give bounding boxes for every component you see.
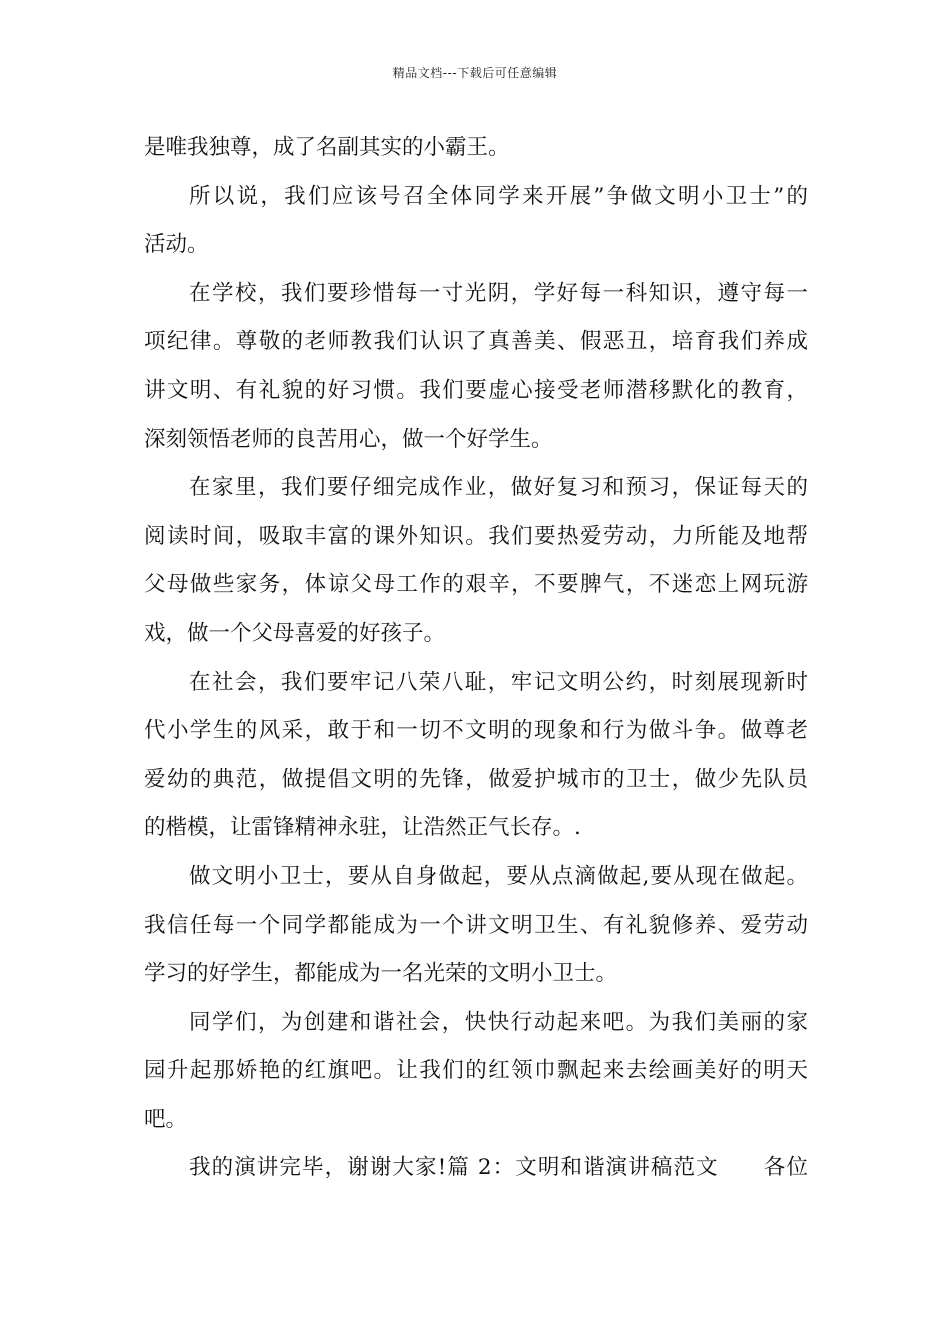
text-line: 在家里，我们要仔细完成作业，做好复习和预习，保证每天的 [189, 475, 808, 501]
text-line: 代小学生的风采，敢于和一切不文明的现象和行为做斗争。做尊老 [144, 718, 808, 744]
text-line: 项纪律。尊敬的老师教我们认识了真善美、假恶丑，培育我们养成 [144, 329, 808, 355]
text-line: 父母做些家务，体谅父母工作的艰辛，不要脾气，不迷恋上网玩游 [144, 572, 808, 598]
text-line: 活动。 [144, 232, 209, 258]
text-line: 爱幼的典范，做提倡文明的先锋，做爱护城市的卫士，做少先队员 [144, 766, 808, 792]
text-line: 学习的好学生，都能成为一名光荣的文明小卫士。 [144, 961, 618, 987]
text-line: 同学们，为创建和谐社会，快快行动起来吧。为我们美丽的家 [189, 1009, 808, 1035]
page-header: 精品文档---下载后可任意编辑 [392, 66, 558, 80]
text-line: 在社会，我们要牢记八荣八耻，牢记文明公约，时刻展现新时 [189, 669, 808, 695]
text-line: 是唯我独尊，成了名副其实的小霸王。 [144, 135, 510, 160]
text-line: 阅读时间，吸取丰富的课外知识。我们要热爱劳动，力所能及地帮 [144, 523, 808, 549]
text-line: 吧。 [144, 1106, 188, 1132]
text-line: 我信任每一个同学都能成为一个讲文明卫生、有礼貌修养、爱劳动 [144, 912, 808, 938]
text-line: 我的演讲完毕，谢谢大家!篇 2：文明和谐演讲稿范文 各位 [189, 1155, 808, 1181]
text-line: 深刻领悟老师的良苦用心，做一个好学生。 [144, 426, 553, 452]
text-line: 戏，做一个父母喜爱的好孩子。 [144, 620, 446, 646]
text-line: 做文明小卫士，要从自身做起，要从点滴做起,要从现在做起。 [189, 863, 808, 889]
text-line: 在学校，我们要珍惜每一寸光阴，学好每一科知识，遵守每一 [189, 280, 808, 306]
text-line: 讲文明、有礼貌的好习惯。我们要虚心接受老师潜移默化的教育， [144, 377, 808, 403]
text-line: 园升起那娇艳的红旗吧。让我们的红领巾飘起来去绘画美好的明天 [144, 1058, 808, 1084]
text-line: 的楷模，让雷锋精神永驻，让浩然正气长存。. [144, 815, 581, 841]
text-line: 所以说，我们应该号召全体同学来开展”争做文明小卫士”的 [189, 183, 808, 209]
document-body [144, 124, 808, 1193]
